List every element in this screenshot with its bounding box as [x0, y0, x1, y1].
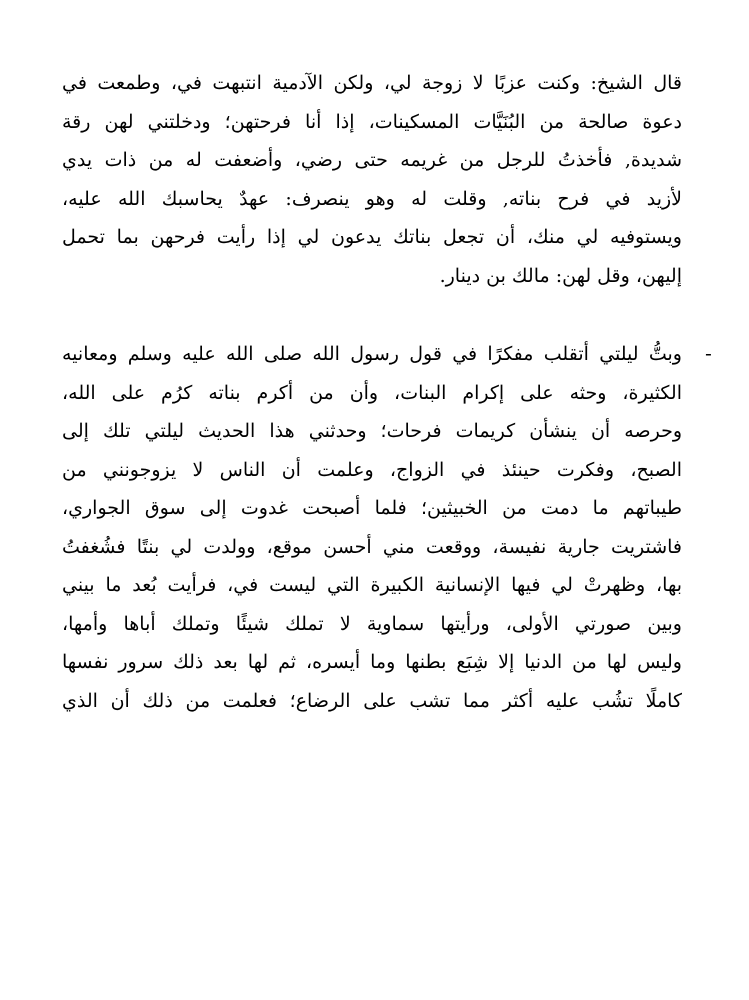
- paragraph-line: وبين صورتي الأولى، ورأيتها سماوية لا تملك شيئًا وتملك أباها وأمها،: [62, 612, 682, 635]
- paragraph-line: لأزيد في فرح بناته, وقلت له وهو ينصرف: عهدٌ يحاسبك الله عليه،: [62, 187, 682, 210]
- list-bullet-marker: -: [705, 343, 712, 365]
- paragraph-2: [62, 335, 682, 720]
- paragraph-line: الصبح، وفكرت حينئذ في الزواج، وعلمت أن الناس لا يزوجونني من: [62, 458, 682, 481]
- paragraph-line: وليس لها من الدنيا إلا شِبَع بطنها وما أيسره، ثم لها بعد ذلك سرور نفسها: [62, 651, 682, 673]
- paragraph-line: ويستوفيه لي منك، أن تجعل بناتك يدعون لي إذا رأيت فرحهن بما تحمل: [62, 226, 682, 248]
- paragraph-line: وحرصه أن ينشأن كريمات فرحات؛ وحدثني هذا الحديث ليلتي تلك إلى: [62, 420, 682, 442]
- paragraph-line: فاشتريت جارية نفيسة، ووقعت مني أحسن موقع، وولدت لي بنتًا فشُغفتُ: [62, 535, 682, 558]
- paragraph-line: قال الشيخ: وكنت عزبًا لا زوجة لي، ولكن الآدمية انتبهت في، وطمعت في: [62, 72, 682, 94]
- paragraph-line: الكثيرة، وحثه على إكرام البنات، وأن من أكرم بناته كرُم على الله،: [62, 381, 682, 404]
- paragraph-line: كاملًا تشُب عليه أكثر مما تشب على الرضاع؛ فعلمت من ذلك أن الذي: [62, 689, 682, 712]
- paragraph-line: دعوة صالحة من البُنَيَّات المسكينات، إذا أنا فرحتهن؛ ودخلتني لهن رقة: [62, 110, 682, 133]
- paragraph-line: شديدة, فأخذتُ للرجل من غريمه حتى رضي، وأضعفت له من ذات يدي: [62, 149, 682, 171]
- paragraph-line: إليهن، وقل لهن: مالك بن دينار.: [439, 264, 682, 287]
- paragraph-line: بها، وظهرتْ لي فيها الإنسانية الكبيرة التي ليست في، فرأيت بُعد ما بيني: [62, 574, 682, 596]
- paragraph-1: [62, 64, 682, 295]
- paragraph-line: طيباتهم ما دمت من الخبيثين؛ فلما أصبحت غدوت إلى سوق الجواري،: [62, 497, 682, 519]
- paragraph-line: وبتُّ ليلتي أتقلب مفكرًا في قول رسول الله صلى الله عليه وسلم ومعانيه: [62, 343, 682, 365]
